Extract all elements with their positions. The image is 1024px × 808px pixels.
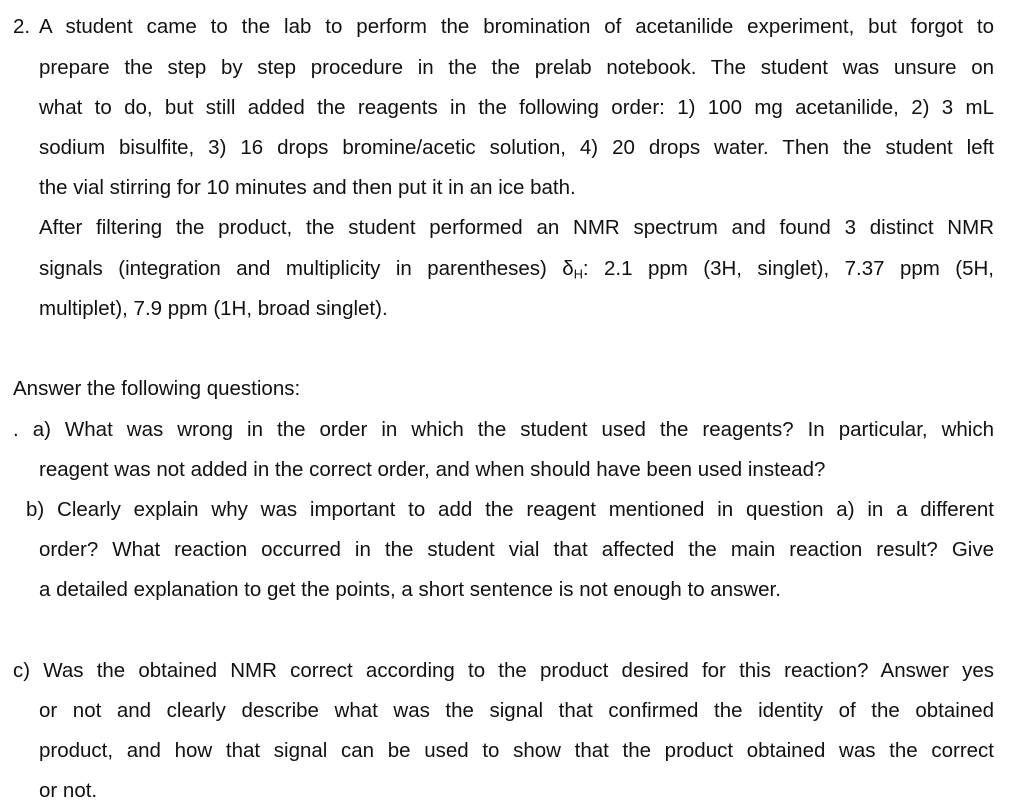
question-number: 2. bbox=[13, 15, 31, 38]
part-c-line-3: product, and how that signal can be used to show that the product obtained was the correct bbox=[39, 739, 994, 762]
intro-line-3: what to do, but still added the reagents in the following order: 1) 100 mg acetanilide, 2) 3 mL bbox=[39, 96, 994, 119]
part-b-line-2: order? What reaction occurred in the student vial that affected the main reaction result? Give bbox=[39, 538, 994, 561]
part-c-line-2: or not and clearly describe what was the signal that confirmed the identity of the obtained bbox=[39, 699, 994, 722]
nmr-subscript: H bbox=[573, 266, 583, 282]
nmr-text-after: : 2.1 ppm (3H, singlet), 7.37 ppm (5H, bbox=[582, 257, 994, 280]
nmr-text-before: signals (integration and multiplicity in parentheses) δ bbox=[39, 257, 574, 280]
nmr-line-2 bbox=[39, 259, 994, 281]
part-a-line-2: reagent was not added in the correct order, and when should have been used instead? bbox=[39, 458, 826, 481]
nmr-line-1: After filtering the product, the student performed an NMR spectrum and found 3 distinct NMR bbox=[39, 216, 994, 239]
part-c-line-4: or not. bbox=[39, 779, 98, 802]
intro-line-1: A student came to the lab to perform the bromination of acetanilide experiment, but forgot to bbox=[39, 15, 994, 38]
part-a-line-1: . a) What was wrong in the order in which the student used the reagents? In particular, which bbox=[13, 418, 994, 441]
intro-line-5: the vial stirring for 10 minutes and then put it in an ice bath. bbox=[39, 176, 576, 199]
answer-heading: Answer the following questions: bbox=[13, 377, 301, 400]
part-c-line-1: c) Was the obtained NMR correct according to the product desired for this reaction? Answer yes bbox=[13, 659, 994, 682]
intro-line-4: sodium bisulfite, 3) 16 drops bromine/acetic solution, 4) 20 drops water. Then the student left bbox=[39, 136, 994, 159]
part-b-line-3: a detailed explanation to get the points, a short sentence is not enough to answer. bbox=[39, 578, 781, 601]
part-b-line-1: b) Clearly explain why was important to add the reagent mentioned in question a) in a different bbox=[26, 498, 994, 521]
intro-line-2: prepare the step by step procedure in the the prelab notebook. The student was unsure on bbox=[39, 56, 994, 79]
nmr-line-3: multiplet), 7.9 ppm (1H, broad singlet). bbox=[39, 297, 388, 320]
